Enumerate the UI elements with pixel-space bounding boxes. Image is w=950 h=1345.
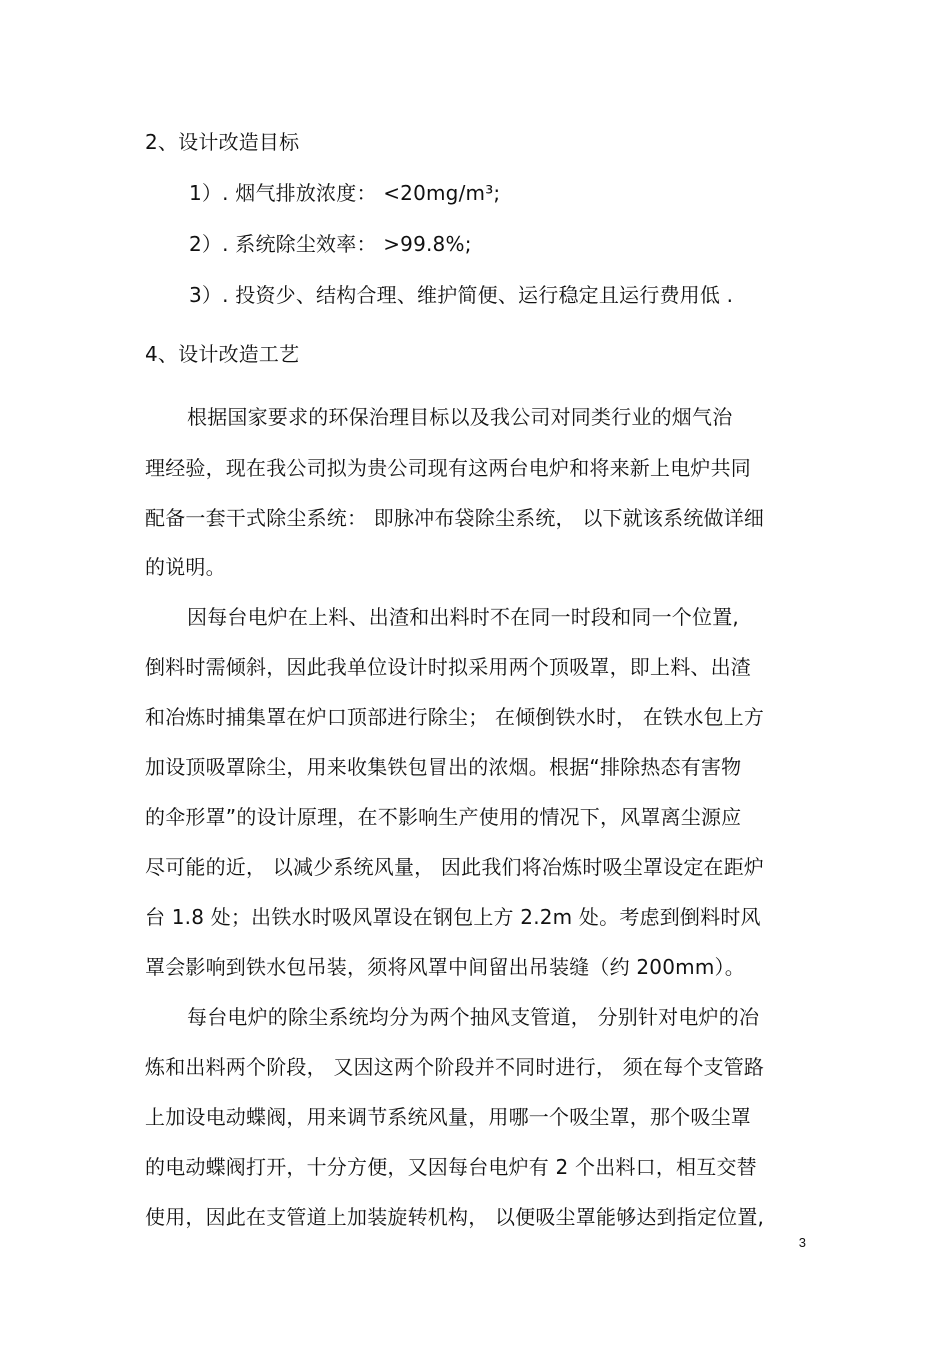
section-heading-design-goals: 2、设计改造目标 [145, 130, 300, 154]
paragraph-line: 根据国家要求的环保治理目标以及我公司对同类行业的烟气治 [187, 405, 733, 429]
goal-item-emission-concentration: 1）. 烟气排放浓度： <20mg/m³; [189, 181, 501, 205]
paragraph-line: 使用，因此在支管道上加装旋转机构， 以便吸尘罩能够达到指定位置, [145, 1205, 765, 1229]
goal-item-dust-removal-efficiency: 2）. 系统除尘效率： >99.8%; [189, 232, 472, 256]
paragraph-line: 的电动蝶阀打开，十分方便，又因每台电炉有 2 个出料口，相互交替 [145, 1155, 757, 1179]
paragraph-line: 倒料时需倾斜，因此我单位设计时拟采用两个顶吸罩，即上料、出渣 [145, 655, 751, 679]
paragraph-line: 炼和出料两个阶段， 又因这两个阶段并不同时进行， 须在每个支管路 [145, 1055, 765, 1079]
paragraph-line: 因每台电炉在上料、出渣和出料时不在同一时段和同一个位置, [187, 605, 739, 629]
paragraph-line: 每台电炉的除尘系统均分为两个抽风支管道， 分别针对电炉的冶 [187, 1005, 760, 1029]
paragraph-line: 和冶炼时捕集罩在炉口顶部进行除尘； 在倾倒铁水时， 在铁水包上方 [145, 705, 765, 729]
paragraph-line: 的说明。 [145, 555, 226, 579]
page-number: 3 [798, 1235, 806, 1250]
goal-item-low-cost: 3）. 投资少、结构合理、维护简便、运行稳定且运行费用低 . [189, 283, 734, 307]
section-heading-design-process: 4、设计改造工艺 [145, 342, 300, 366]
paragraph-line: 罩会影响到铁水包吊装，须将风罩中间留出吊装缝（约 200mm）。 [145, 955, 745, 979]
paragraph-line: 加设顶吸罩除尘，用来收集铁包冒出的浓烟。根据“排除热态有害物 [145, 755, 742, 779]
paragraph-line: 尽可能的近， 以减少系统风量， 因此我们将冶炼时吸尘罩设定在距炉 [145, 855, 765, 879]
paragraph-line: 台 1.8 处；出铁水时吸风罩设在钢包上方 2.2m 处。考虑到倒料时风 [145, 905, 761, 929]
paragraph-line: 的伞形罩”的设计原理，在不影响生产使用的情况下，风罩离尘源应 [145, 805, 742, 829]
paragraph-line: 配备一套干式除尘系统： 即脉冲布袋除尘系统， 以下就该系统做详细 [145, 506, 765, 530]
paragraph-line: 上加设电动蝶阀，用来调节系统风量，用哪一个吸尘罩，那个吸尘罩 [145, 1105, 751, 1129]
paragraph-line: 理经验，现在我公司拟为贵公司现有这两台电炉和将来新上电炉共同 [145, 456, 751, 480]
